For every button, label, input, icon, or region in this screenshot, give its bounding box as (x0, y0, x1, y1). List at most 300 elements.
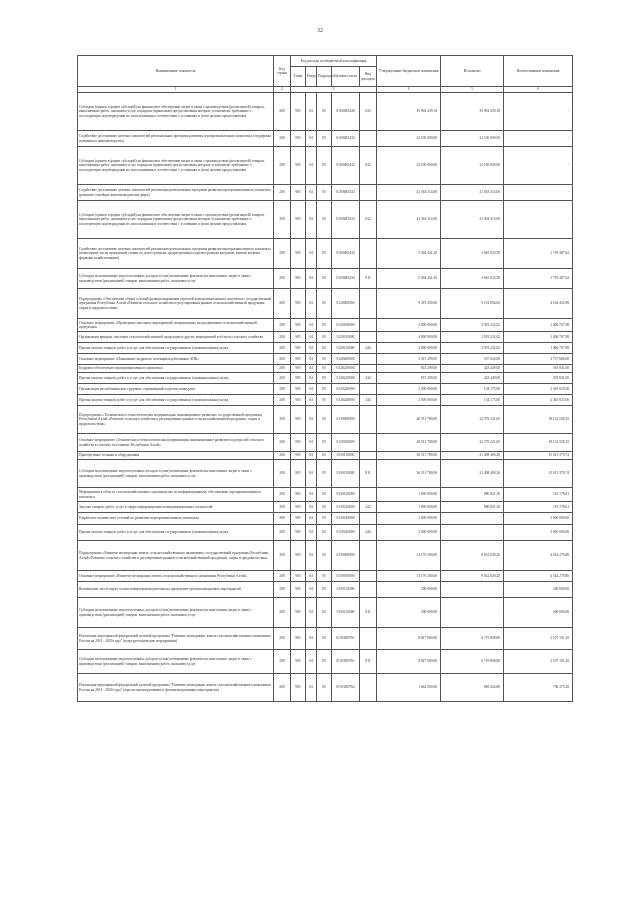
row-executed: 6 719 808,80 (441, 628, 504, 650)
table-row (78, 460, 573, 488)
row-vid: 244 (360, 343, 377, 354)
row-vid (360, 319, 377, 332)
row-name: Субсидии на возмещение недополученных доходов и (или) возмещение фактически понесенных затрат в связи с производством (реализацией) товаров, выполнением работ, оказанием услуг (78, 460, 274, 488)
row-podrazdel: 05 (317, 365, 332, 373)
row-target: 0120000000 (332, 289, 360, 319)
row-target: 0130140000 (332, 525, 360, 541)
row-line-code: 200 (274, 239, 291, 269)
row-executed: 21 498 400,26 (441, 452, 504, 460)
row-glava: 905 (291, 598, 306, 628)
row-razdel: 04 (306, 185, 317, 201)
row-unexecuted: 796 375,20 (504, 674, 573, 702)
row-vid (360, 674, 377, 702)
row-name: Основное мероприятие «Проведение массовых мероприятий, направленных на продвижение сельскохозяйственной продукции» (78, 319, 274, 332)
row-unexecuted: - (504, 131, 573, 147)
row-glava: 905 (291, 674, 306, 702)
row-executed: 8 632 020,20 (441, 571, 504, 582)
row-target: 01106R5432 (332, 131, 360, 147)
table-row (78, 541, 573, 571)
row-podrazdel: 05 (317, 650, 332, 674)
row-approved: 22 100 000,00 (377, 147, 441, 185)
row-executed: 22 379 221,65 (441, 434, 504, 452)
row-razdel: 04 (306, 332, 317, 343)
row-glava: 905 (291, 185, 306, 201)
row-vid (360, 541, 377, 571)
table-row (78, 434, 573, 452)
row-unexecuted: 1 406 767,98 (504, 343, 573, 354)
row-glava: 905 (291, 131, 306, 147)
row-unexecuted: 1 739 407,62 (504, 239, 573, 269)
row-executed: 22 100 000,00 (441, 131, 504, 147)
row-unexecuted: 15 013 379,74 (504, 460, 573, 488)
row-razdel: 04 (306, 434, 317, 452)
row-line-code: 200 (274, 373, 291, 384)
row-razdel: 04 (306, 354, 317, 365)
table-row (78, 571, 573, 582)
row-razdel: 04 (306, 571, 317, 582)
row-podrazdel: 05 (317, 452, 332, 460)
row-glava: 905 (291, 650, 306, 674)
row-podrazdel: 05 (317, 332, 332, 343)
row-podrazdel: 05 (317, 319, 332, 332)
row-razdel: 04 (306, 541, 317, 571)
row-target: 0120110000 (332, 343, 360, 354)
row-vid (360, 365, 377, 373)
row-name: Возмещение части затрат сельхозтоваропроизводителям на проведение противопаводковых мероприятий (78, 582, 274, 598)
row-target: 01106R5434 (332, 269, 360, 289)
row-name: Закупка товаров, работ, услуг в сфере информационно-коммуникационных технологий (78, 502, 274, 513)
row-executed: 134 175,00 (441, 395, 504, 406)
row-executed: 41 363 314,00 (441, 201, 504, 239)
row-target: 01106R5430 (332, 93, 360, 131)
row-unexecuted: 2 107 191,20 (504, 650, 573, 674)
row-vid (360, 131, 377, 147)
row-razdel: 04 (306, 488, 317, 502)
row-unexecuted: 391 841,00 (504, 365, 573, 373)
row-vid (360, 628, 377, 650)
header-executed: Исполнено (441, 56, 504, 87)
row-name: Мероприятия в области сельскохозяйственного производства по информационному обеспечению агропромышленного комплекса (78, 488, 274, 502)
row-razdel: 04 (306, 343, 317, 354)
row-razdel: 04 (306, 384, 317, 395)
row-unexecuted: - (504, 147, 573, 185)
row-name: Прочая закупка товаров, работ и услуг для обеспечения государственных (муниципальных) нужд (78, 373, 274, 384)
row-approved: 13 176 300,00 (377, 541, 441, 571)
row-unexecuted: 200 000,00 (504, 582, 573, 598)
row-unexecuted: 391 841,00 (504, 373, 573, 384)
row-razdel: 04 (306, 319, 317, 332)
row-executed: 6 719 808,80 (441, 650, 504, 674)
row-executed: - (441, 513, 504, 525)
table-row (78, 354, 573, 365)
row-razdel: 04 (306, 460, 317, 488)
col-number-3: 3 (291, 87, 377, 93)
row-name: Прочая закупка товаров, работ и услуг для обеспечения государственных (муниципальных) нужд (78, 343, 274, 354)
row-name: Подпрограмма «Развитие мелиорации земель сельскохозяйственного назначения» государственной программы Республики Алтай «Развитие сельского хозяйства и регулирование рынков сельскохозяйственной продукции, сырья и продовольствия» (78, 541, 274, 571)
row-unexecuted: 2 365 825,00 (504, 395, 573, 406)
row-approved: 41 363 314,00 (377, 185, 441, 201)
header-podrazdel: Подраздел (317, 67, 332, 87)
row-name: Организация республиканских трудовых соревнований и прочих конкурсов (78, 384, 274, 395)
row-vid (360, 185, 377, 201)
row-approved: 3 000 000,00 (377, 525, 441, 541)
row-line-code: 200 (274, 343, 291, 354)
table-row (78, 343, 573, 354)
row-unexecuted: - (504, 93, 573, 131)
row-podrazdel: 05 (317, 571, 332, 582)
row-glava: 905 (291, 434, 306, 452)
row-unexecuted: 18 132 558,35 (504, 434, 573, 452)
row-glava: 905 (291, 269, 306, 289)
row-unexecuted: 3 000 000,00 (504, 525, 573, 541)
row-target: 0130120000 (332, 488, 360, 502)
row-vid (360, 289, 377, 319)
header-budget-code-group: Код расхода по бюджетной классификации (291, 56, 377, 67)
row-line-code: 200 (274, 147, 291, 185)
row-approved: 9 319 290,00 (377, 289, 441, 319)
row-razdel: 04 (306, 395, 317, 406)
table-row (78, 147, 573, 185)
row-target: 0130100000 (332, 434, 360, 452)
row-approved: 39 904 439,18 (377, 93, 441, 131)
row-approved: 200 000,00 (377, 598, 441, 628)
row-executed: - (441, 598, 504, 628)
row-target: 01106R5434 (332, 239, 360, 269)
row-approved: 1 000 000,00 (377, 488, 441, 502)
row-executed: 39 904 439,18 (441, 93, 504, 131)
table-row (78, 502, 573, 513)
row-executed: 423 449,00 (441, 365, 504, 373)
col-number-2: 2 (274, 87, 291, 93)
row-unexecuted: - (504, 201, 573, 239)
row-razdel: 04 (306, 452, 317, 460)
row-executed: 8 632 020,20 (441, 541, 504, 571)
header-line-code: Код строки (274, 56, 291, 87)
row-razdel: 04 (306, 525, 317, 541)
table-row (78, 319, 573, 332)
row-executed: 3 665 023,58 (441, 269, 504, 289)
row-approved: 8 827 000,00 (377, 650, 441, 674)
row-podrazdel: 05 (317, 502, 332, 513)
row-name: Кадровое обеспечение агропромышленного комплекса (78, 365, 274, 373)
row-glava: 905 (291, 406, 306, 434)
row-line-code: 200 (274, 525, 291, 541)
row-podrazdel: 05 (317, 201, 332, 239)
row-name: Субсидии на возмещение недополученных доходов и (или) возмещение фактически понесенных затрат в связи с производством (реализацией) товаров, выполнением работ, оказанием услуг (78, 269, 274, 289)
row-glava: 905 (291, 93, 306, 131)
row-approved: 1 662 000,00 (377, 674, 441, 702)
row-vid: 811 (360, 460, 377, 488)
row-approved: 3 000 000,00 (377, 513, 441, 525)
row-vid: 242 (360, 502, 377, 513)
row-podrazdel: 05 (317, 628, 332, 650)
row-executed: - (441, 582, 504, 598)
row-target: 01501R0761 (332, 650, 360, 674)
row-approved: 40 511 780,00 (377, 434, 441, 452)
row-razdel: 04 (306, 147, 317, 185)
table-row (78, 406, 573, 434)
row-unexecuted: 4 544 279,80 (504, 541, 573, 571)
row-podrazdel: 05 (317, 674, 332, 702)
table-row (78, 185, 573, 201)
row-approved: 2 500 000,00 (377, 384, 441, 395)
row-name: Подпрограмма «Техническая и технологическая модернизация, инновационное развитие» государственной программы Республики Алтай «Развитие сельского хозяйства и регулирование рынков сельскохозяйственной продукции, сырья и продовольствия» (78, 406, 274, 434)
table-row (78, 513, 573, 525)
row-glava: 905 (291, 201, 306, 239)
row-name: Реализация мероприятий федеральной целевой программы "Развитие мелиорации земель сельскохозяйственного назначения России на 2014 - 2020 годы" (культуртехнические мероприятия) (78, 628, 274, 650)
row-vid (360, 354, 377, 365)
row-line-code: 200 (274, 269, 291, 289)
row-unexecuted: 1 406 767,98 (504, 332, 573, 343)
table-row (78, 674, 573, 702)
row-razdel: 04 (306, 201, 317, 239)
header-approved: Утвержденные бюджетные назначения (377, 56, 441, 87)
col-number-4: 4 (377, 87, 441, 93)
row-executed: 41 363 314,00 (441, 185, 504, 201)
row-name: Основное мероприятие «Повышение кадрового потенциала работников АПК» (78, 354, 274, 365)
row-approved: 815 290,00 (377, 365, 441, 373)
table-row (78, 131, 573, 147)
row-approved: 4 000 000,00 (377, 319, 441, 332)
row-name: Субсидии (гранты в форме субсидий) на финансовое обеспечение затрат в связи с производством (реализацией) товаров, выполнением работ, оказанием услуг, порядком (правилами) предоставления которых установлено требование о последующем подтверждении их использования в соответствии с условиями и (или) целями предоставления (78, 93, 274, 131)
table-row (78, 598, 573, 628)
row-approved: 8 827 000,00 (377, 628, 441, 650)
row-podrazdel: 05 (317, 525, 332, 541)
row-line-code: 200 (274, 488, 291, 502)
header-glava: Глава (291, 67, 306, 87)
row-glava: 905 (291, 513, 306, 525)
table-header (78, 56, 573, 93)
row-glava: 905 (291, 384, 306, 395)
row-unexecuted: 1 739 407,62 (504, 269, 573, 289)
row-unexecuted: 200 000,00 (504, 598, 573, 628)
row-name: Содействие достижению целевых показателей региональных программ развития агропромышленного комплекса (поддержка племенного животноводства) (78, 131, 274, 147)
row-podrazdel: 05 (317, 598, 332, 628)
row-razdel: 04 (306, 93, 317, 131)
row-approved: 1 000 000,00 (377, 502, 441, 513)
row-name: Основное мероприятие «Развитие мелиорации земель сельскохозяйственного назначения Республики Алтай» (78, 571, 274, 582)
row-approved: 41 363 314,00 (377, 201, 441, 239)
row-vid: 811 (360, 598, 377, 628)
row-executed: 5 154 856,02 (441, 289, 504, 319)
row-target: 0120220000 (332, 384, 360, 395)
row-line-code: 200 (274, 513, 291, 525)
row-podrazdel: 05 (317, 541, 332, 571)
row-glava: 905 (291, 525, 306, 541)
row-glava: 905 (291, 582, 306, 598)
table-row (78, 384, 573, 395)
row-razdel: 04 (306, 628, 317, 650)
row-glava: 905 (291, 354, 306, 365)
row-target: 0130000000 (332, 406, 360, 434)
row-line-code: 200 (274, 93, 291, 131)
row-executed: 865 624,80 (441, 674, 504, 702)
row-vid (360, 239, 377, 269)
row-name: Разработка технических условий по развитию агропромышленного комплекса (78, 513, 274, 525)
row-executed: 880 821,39 (441, 502, 504, 513)
row-target: 0120210000 (332, 373, 360, 384)
row-name: Подпрограмма «Обеспечение общих условий функционирования отраслей агропромышленного комплекса» государственной программы Республики Алтай «Развитие сельского хозяйства и регулирования рынков сельскохозяйственной продукции, сырья и продовольствия» (78, 289, 274, 319)
row-unexecuted: 2 757 666,00 (504, 354, 573, 365)
row-executed: 21 498 400,26 (441, 460, 504, 488)
row-approved: 4 000 000,00 (377, 343, 441, 354)
row-glava: 905 (291, 147, 306, 185)
row-line-code: 200 (274, 582, 291, 598)
row-line-code: 200 (274, 452, 291, 460)
row-target: 0120110000 (332, 332, 360, 343)
row-executed: 2 593 232,02 (441, 343, 504, 354)
row-line-code: 200 (274, 460, 291, 488)
row-line-code: 200 (274, 131, 291, 147)
row-glava: 905 (291, 541, 306, 571)
row-line-code: 200 (274, 289, 291, 319)
row-executed: 22 100 000,00 (441, 147, 504, 185)
row-razdel: 04 (306, 582, 317, 598)
table-row (78, 201, 573, 239)
row-glava: 905 (291, 319, 306, 332)
row-razdel: 04 (306, 131, 317, 147)
row-name: Организация ярмарок, выставок сельскохозяйственной продукции и других мероприятий в области сельского хозяйства (78, 332, 274, 343)
header-vid: Вид расходов (360, 67, 377, 87)
table-row (78, 395, 573, 406)
row-line-code: 200 (274, 365, 291, 373)
row-vid (360, 513, 377, 525)
row-razdel: 04 (306, 406, 317, 434)
row-executed: 880 821,39 (441, 488, 504, 502)
row-executed: 2 593 232,02 (441, 319, 504, 332)
row-executed: 423 449,00 (441, 373, 504, 384)
header-target: Целевая статья (332, 67, 360, 87)
row-glava: 905 (291, 239, 306, 269)
row-podrazdel: 05 (317, 434, 332, 452)
row-line-code: 200 (274, 541, 291, 571)
col-number-5: 5 (441, 87, 504, 93)
row-target: 0120100000 (332, 319, 360, 332)
row-line-code: 200 (274, 354, 291, 365)
table-row (78, 365, 573, 373)
row-razdel: 04 (306, 365, 317, 373)
row-name: Субсидии (гранты в форме субсидий) на финансовое обеспечение затрат в связи с производством (реализацией) товаров, выполнением работ, оказанием услуг, порядком (правилами) предоставления которых установлено требование о последующем подтверждении их использования в соответствии с условиями и (или) целями предоставления (78, 147, 274, 185)
row-unexecuted: 3 000 000,00 (504, 513, 573, 525)
table-row (78, 93, 573, 131)
row-podrazdel: 05 (317, 131, 332, 147)
row-approved: 5 404 431,20 (377, 269, 441, 289)
row-podrazdel: 05 (317, 373, 332, 384)
row-podrazdel: 05 (317, 460, 332, 488)
row-vid: 244 (360, 525, 377, 541)
row-razdel: 04 (306, 373, 317, 384)
row-podrazdel: 05 (317, 488, 332, 502)
row-name: Субсидии на возмещение недополученных доходов и (или) возмещение фактически понесенных затрат в связи с производством (реализацией) товаров, выполнением работ, оказанием услуг (78, 598, 274, 628)
row-line-code: 200 (274, 406, 291, 434)
row-executed: 134 175,00 (441, 384, 504, 395)
row-line-code: 200 (274, 185, 291, 201)
row-glava: 905 (291, 395, 306, 406)
header-unexecuted: Неисполненные назначения (504, 56, 573, 87)
row-target: 0150000000 (332, 541, 360, 571)
row-line-code: 200 (274, 201, 291, 239)
row-vid: 811 (360, 269, 377, 289)
row-executed: 2 593 232,02 (441, 332, 504, 343)
row-podrazdel: 05 (317, 384, 332, 395)
row-podrazdel: 05 (317, 185, 332, 201)
row-name: Приобретение техники и оборудования (78, 452, 274, 460)
col-number-1: 1 (78, 87, 274, 93)
row-unexecuted: 119 178,61 (504, 488, 573, 502)
row-podrazdel: 05 (317, 354, 332, 365)
row-podrazdel: 05 (317, 406, 332, 434)
row-vid (360, 332, 377, 343)
row-executed: 22 379 221,65 (441, 406, 504, 434)
row-razdel: 04 (306, 239, 317, 269)
row-name: Реализация мероприятий федеральной целевой программы "Развитие мелиорации земель сельскохозяйственного назначения России на 2014 - 2020 годы" (агролесомелиоративные и фитомелиоративные мероприятия) (78, 674, 274, 702)
row-podrazdel: 05 (317, 93, 332, 131)
row-name: Субсидии (гранты в форме субсидий) на финансовое обеспечение затрат в связи с производством (реализацией) товаров, выполнением работ, оказанием услуг, порядком (правилами) предоставления которых установлено требование о последующем подтверждении их использования в соответствии с условиями и (или) целями предоставления (78, 201, 274, 239)
row-target: 0130110000 (332, 460, 360, 488)
header-name: Наименование показателя (78, 56, 274, 87)
row-target: 0150100000 (332, 571, 360, 582)
row-podrazdel: 05 (317, 395, 332, 406)
row-line-code: 200 (274, 384, 291, 395)
row-vid: 632 (360, 147, 377, 185)
row-vid (360, 488, 377, 502)
row-approved: 36 511 780,00 (377, 460, 441, 488)
row-podrazdel: 05 (317, 582, 332, 598)
row-executed: 3 665 023,58 (441, 239, 504, 269)
row-razdel: 04 (306, 513, 317, 525)
row-approved: 13 176 300,00 (377, 571, 441, 582)
row-target: 0150110000 (332, 598, 360, 628)
row-vid (360, 582, 377, 598)
row-line-code: 200 (274, 571, 291, 582)
row-unexecuted: 4 544 279,80 (504, 571, 573, 582)
row-glava: 905 (291, 452, 306, 460)
row-razdel: 04 (306, 289, 317, 319)
table-row (78, 289, 573, 319)
row-target: 01106R5432 (332, 147, 360, 185)
col-number-6: 6 (504, 87, 573, 93)
row-approved: 4 000 000,00 (377, 332, 441, 343)
row-glava: 905 (291, 332, 306, 343)
row-razdel: 04 (306, 269, 317, 289)
row-glava: 905 (291, 343, 306, 354)
row-podrazdel: 05 (317, 269, 332, 289)
row-name: Основное мероприятие «Техническая и технологическая модернизация, инновационное развитие подотраслей сельского хозяйства в сельских поселениях Республики Алтай» (78, 434, 274, 452)
header-razdel: Раздел (306, 67, 317, 87)
row-executed: 557 624,00 (441, 354, 504, 365)
row-unexecuted: 2 365 825,00 (504, 384, 573, 395)
row-line-code: 200 (274, 319, 291, 332)
row-unexecuted: 15 013 379,74 (504, 452, 573, 460)
row-approved: 5 404 431,20 (377, 239, 441, 269)
row-approved: 2 500 000,00 (377, 395, 441, 406)
row-target: 01501R0761 (332, 628, 360, 650)
table-row (78, 373, 573, 384)
row-podrazdel: 05 (317, 513, 332, 525)
row-podrazdel: 05 (317, 343, 332, 354)
row-podrazdel: 05 (317, 147, 332, 185)
table-row (78, 488, 573, 502)
row-vid: 244 (360, 373, 377, 384)
row-unexecuted: 18 132 558,35 (504, 406, 573, 434)
row-approved: 40 511 780,00 (377, 406, 441, 434)
row-line-code: 200 (274, 674, 291, 702)
row-unexecuted: 119 178,61 (504, 502, 573, 513)
row-name: Прочая закупка товаров, работ и услуг для обеспечения государственных (муниципальных) нужд (78, 525, 274, 541)
table-row (78, 582, 573, 598)
row-unexecuted: 2 107 191,20 (504, 628, 573, 650)
row-vid (360, 452, 377, 460)
